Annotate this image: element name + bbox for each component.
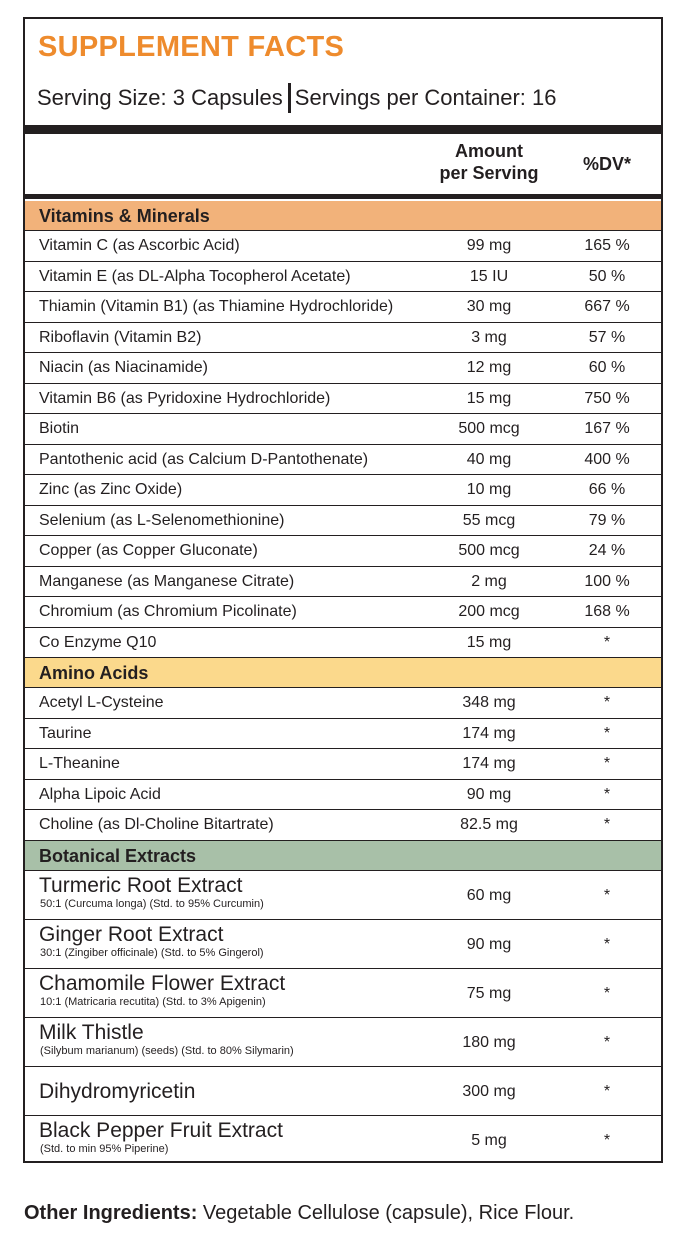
nutrient-row	[25, 231, 661, 262]
nutrient-row	[25, 262, 661, 293]
ingredient-title: Chamomile Flower Extract	[39, 971, 286, 995]
ingredient-title: Turmeric Root Extract	[39, 873, 243, 897]
daily-value: 750 %	[584, 389, 630, 407]
daily-value: *	[603, 984, 611, 1002]
nutrient-row	[25, 810, 661, 841]
nutrient-row	[25, 506, 661, 537]
nutrient-row	[25, 719, 661, 750]
botanical-row	[25, 871, 661, 920]
daily-value: 79 %	[588, 511, 626, 529]
ingredient-name: Riboflavin (Vitamin B2)	[39, 328, 202, 346]
column-header	[25, 134, 661, 194]
ingredient-name: Thiamin (Vitamin B1) (as Thiamine Hydrochloride)	[39, 298, 394, 315]
ingredient-title: Dihydromyricetin	[39, 1079, 196, 1103]
amount-per-serving: 75 mg	[466, 984, 512, 1002]
other-ingredients-label: Other Ingredients:	[24, 1202, 198, 1224]
daily-value: *	[603, 785, 611, 803]
facts-table	[25, 201, 661, 1165]
daily-value: *	[603, 1033, 611, 1051]
botanical-row	[25, 1018, 661, 1067]
ingredient-title: Black Pepper Fruit Extract	[39, 1118, 283, 1142]
ingredient-name: Vitamin B6 (as Pyridoxine Hydrochloride)	[39, 389, 331, 407]
nutrient-row	[25, 323, 661, 354]
ingredient-name: Vitamin C (as Ascorbic Acid)	[39, 237, 240, 254]
panel-title: SUPPLEMENT FACTS	[38, 31, 345, 63]
amount-per-serving: 3 mg	[471, 328, 507, 346]
botanical-row	[25, 1116, 661, 1165]
amount-per-serving: 15 mg	[466, 633, 512, 651]
daily-value: *	[603, 724, 611, 742]
amount-per-serving: 5 mg	[471, 1131, 507, 1149]
servings-per-container: Servings per Container: 16	[294, 85, 557, 110]
botanical-row	[25, 969, 661, 1018]
ingredient-name: Taurine	[39, 724, 92, 742]
amount-per-serving: 15 IU	[469, 267, 509, 285]
nutrient-row	[25, 292, 661, 323]
amount-per-serving: 180 mg	[462, 1033, 516, 1051]
ingredient-name: Niacin (as Niacinamide)	[39, 359, 208, 376]
daily-value: 100 %	[584, 572, 630, 590]
ingredient-name: Alpha Lipoic Acid	[39, 785, 161, 803]
nutrient-row	[25, 780, 661, 811]
ingredient-name: Zinc (as Zinc Oxide)	[39, 481, 183, 498]
daily-value: 168 %	[584, 603, 630, 620]
nutrient-row	[25, 597, 661, 628]
ingredient-standardization: (Silybum marianum) (seeds) (Std. to 80% Silymarin)	[40, 1044, 294, 1057]
other-ingredients	[24, 1202, 574, 1225]
ingredient-name	[39, 1080, 195, 1104]
other-ingredients-text: Vegetable Cellulose (capsule), Rice Flour.	[197, 1202, 575, 1224]
daily-value: *	[603, 935, 611, 953]
ingredient-name: Choline (as Dl-Choline Bitartrate)	[39, 816, 274, 833]
amount-per-serving: 174 mg	[462, 724, 516, 742]
nutrient-row	[25, 628, 661, 659]
daily-value: *	[603, 1131, 611, 1149]
serving-divider	[288, 83, 291, 113]
amount-per-serving: 60 mg	[466, 886, 512, 904]
daily-value: *	[603, 694, 611, 711]
daily-value: 165 %	[584, 237, 630, 254]
daily-value: *	[603, 755, 611, 772]
amount-per-serving: 99 mg	[466, 237, 512, 254]
daily-value: *	[603, 886, 611, 904]
daily-value: 66 %	[588, 481, 626, 498]
ingredient-title: Ginger Root Extract	[39, 922, 224, 946]
section-header: Amino Acids	[25, 658, 661, 688]
ingredient-name: Co Enzyme Q10	[39, 633, 157, 651]
amount-header	[419, 140, 559, 184]
ingredient-name	[39, 923, 264, 960]
ingredient-name: Acetyl L-Cysteine	[39, 694, 164, 711]
ingredient-name	[39, 1119, 283, 1156]
daily-value: *	[603, 1082, 611, 1100]
nutrient-row	[25, 353, 661, 384]
nutrient-row	[25, 567, 661, 598]
amount-per-serving: 200 mcg	[458, 603, 520, 620]
ingredient-standardization: 50:1 (Curcuma longa) (Std. to 95% Curcumin)	[40, 897, 264, 910]
amount-per-serving: 500 mcg	[458, 420, 520, 437]
amount-per-serving: 55 mcg	[462, 511, 516, 529]
ingredient-name	[39, 972, 285, 1009]
daily-value: 60 %	[588, 359, 626, 376]
amount-per-serving: 2 mg	[471, 572, 507, 590]
daily-value: 667 %	[584, 298, 630, 315]
botanical-row	[25, 1067, 661, 1116]
amount-header-line1: Amount	[455, 141, 523, 161]
daily-value: *	[603, 633, 611, 651]
amount-per-serving: 30 mg	[466, 298, 512, 315]
ingredient-name	[39, 1021, 294, 1058]
ingredient-name: Chromium (as Chromium Picolinate)	[39, 603, 297, 620]
amount-header-line2: per Serving	[439, 163, 539, 183]
ingredient-name: Selenium (as L-Selenomethionine)	[39, 511, 285, 529]
header-rule	[25, 194, 661, 199]
ingredient-name: L-Theanine	[39, 755, 120, 772]
ingredient-name: Copper (as Copper Gluconate)	[39, 542, 258, 559]
amount-per-serving: 82.5 mg	[460, 816, 518, 833]
amount-per-serving: 500 mcg	[458, 542, 520, 559]
nutrient-row	[25, 688, 661, 719]
ingredient-name	[39, 874, 264, 911]
ingredient-name: Biotin	[39, 420, 80, 437]
amount-per-serving: 15 mg	[466, 389, 512, 407]
botanical-row	[25, 920, 661, 969]
ingredient-standardization: 10:1 (Matricaria recutita) (Std. to 3% Apigenin)	[40, 995, 266, 1008]
amount-per-serving: 90 mg	[466, 785, 512, 803]
ingredient-name: Pantothenic acid (as Calcium D-Pantothenate)	[39, 450, 369, 468]
nutrient-row	[25, 475, 661, 506]
amount-per-serving: 10 mg	[466, 481, 512, 498]
top-rule	[25, 125, 661, 134]
ingredient-title: Milk Thistle	[39, 1020, 144, 1044]
section-header: Vitamins & Minerals	[25, 201, 661, 231]
ingredient-name: Manganese (as Manganese Citrate)	[39, 572, 295, 590]
daily-value: 24 %	[588, 542, 626, 559]
daily-value: *	[603, 816, 611, 833]
nutrient-row	[25, 445, 661, 476]
ingredient-standardization: (Std. to min 95% Piperine)	[40, 1142, 169, 1155]
nutrient-row	[25, 536, 661, 567]
amount-per-serving: 174 mg	[462, 755, 516, 772]
serving-info	[37, 83, 557, 113]
amount-per-serving: 348 mg	[462, 694, 516, 711]
amount-per-serving: 90 mg	[466, 935, 512, 953]
dv-header: %DV*	[582, 154, 631, 174]
amount-per-serving: 12 mg	[466, 359, 512, 376]
ingredient-name: Vitamin E (as DL-Alpha Tocopherol Acetate)	[39, 267, 351, 285]
amount-per-serving: 300 mg	[462, 1082, 516, 1100]
nutrient-row	[25, 749, 661, 780]
daily-value: 400 %	[584, 450, 630, 468]
daily-value: 50 %	[588, 267, 626, 285]
nutrient-row	[25, 384, 661, 415]
nutrient-row	[25, 414, 661, 445]
ingredient-standardization: 30:1 (Zingiber officinale) (Std. to 5% Gingerol)	[40, 946, 264, 959]
daily-value: 57 %	[588, 328, 626, 346]
amount-per-serving: 40 mg	[466, 450, 512, 468]
serving-size: Serving Size: 3 Capsules	[37, 85, 283, 110]
section-header: Botanical Extracts	[25, 841, 661, 871]
daily-value: 167 %	[584, 420, 630, 437]
supplement-facts-panel	[23, 17, 663, 1163]
